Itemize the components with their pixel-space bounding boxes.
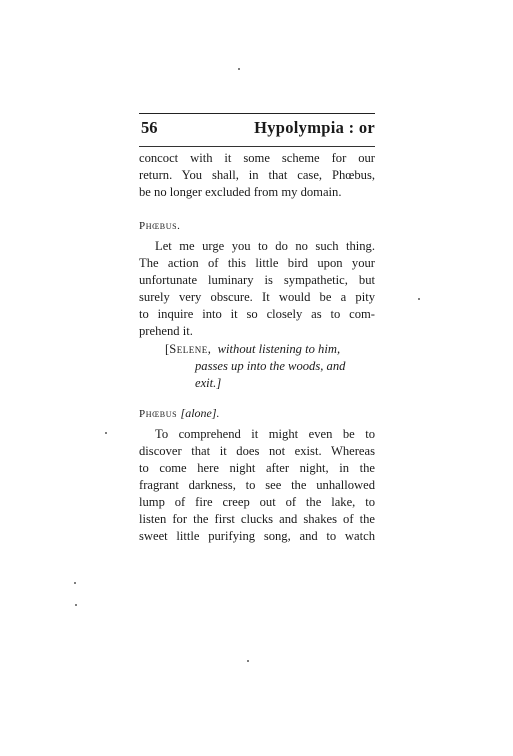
header-bottom-rule xyxy=(139,146,375,147)
stage-direction-text: without listening to him, xyxy=(217,342,341,356)
scan-speck xyxy=(238,68,240,70)
text-line: to come here night after night, in the xyxy=(139,461,375,475)
text-line: sweet little purifying song, and to watch xyxy=(139,529,375,543)
scan-speck xyxy=(105,432,107,434)
stage-direction-line xyxy=(165,341,375,358)
text-line: The action of this little bird upon your xyxy=(139,256,375,270)
text-line: return. You shall, in that case, Phœbus, xyxy=(139,168,375,182)
text-line: be no longer excluded from my domain. xyxy=(139,185,342,199)
running-header xyxy=(139,118,375,140)
text-line: discover that it does not exist. Whereas xyxy=(139,444,375,458)
scan-speck xyxy=(418,298,420,300)
text-line: lump of fire creep out of the lake, to xyxy=(139,495,375,509)
stage-bracket: [ xyxy=(165,342,170,356)
text-line: prehend it. xyxy=(139,324,193,338)
page-number: 56 xyxy=(141,118,158,137)
scan-speck xyxy=(74,582,76,584)
text-line: concoct with it some scheme for our xyxy=(139,151,375,165)
text-line: to inquire into it so closely as to com- xyxy=(139,307,375,321)
speaker-name: Phœbus. xyxy=(139,220,181,232)
speaker-heading xyxy=(139,405,220,423)
scan-speck xyxy=(75,604,77,606)
stage-direction-line xyxy=(195,358,345,375)
text-line: fragrant darkness, to see the unhallowed xyxy=(139,478,375,492)
speaker-note: [alone]. xyxy=(180,406,220,420)
text-line: unfortunate luminary is sympathetic, but xyxy=(139,273,375,287)
stage-direction-text: exit.] xyxy=(195,376,222,390)
stage-direction-text: passes up into the woods, and xyxy=(195,359,346,373)
scan-speck xyxy=(247,660,249,662)
header-top-rule xyxy=(139,113,375,114)
text-line: Let me urge you to do no such thing. xyxy=(155,239,375,253)
stage-character-name: Selene, xyxy=(169,342,212,356)
running-title: Hypolympia : or xyxy=(254,118,375,137)
stage-direction-line xyxy=(195,375,221,392)
text-line: To comprehend it might even be to xyxy=(155,427,375,441)
text-line: surely very obscure. It would be a pity xyxy=(139,290,375,304)
speaker-name: Phœbus xyxy=(139,408,178,420)
text-line: listen for the first clucks and shakes of the xyxy=(139,512,375,526)
